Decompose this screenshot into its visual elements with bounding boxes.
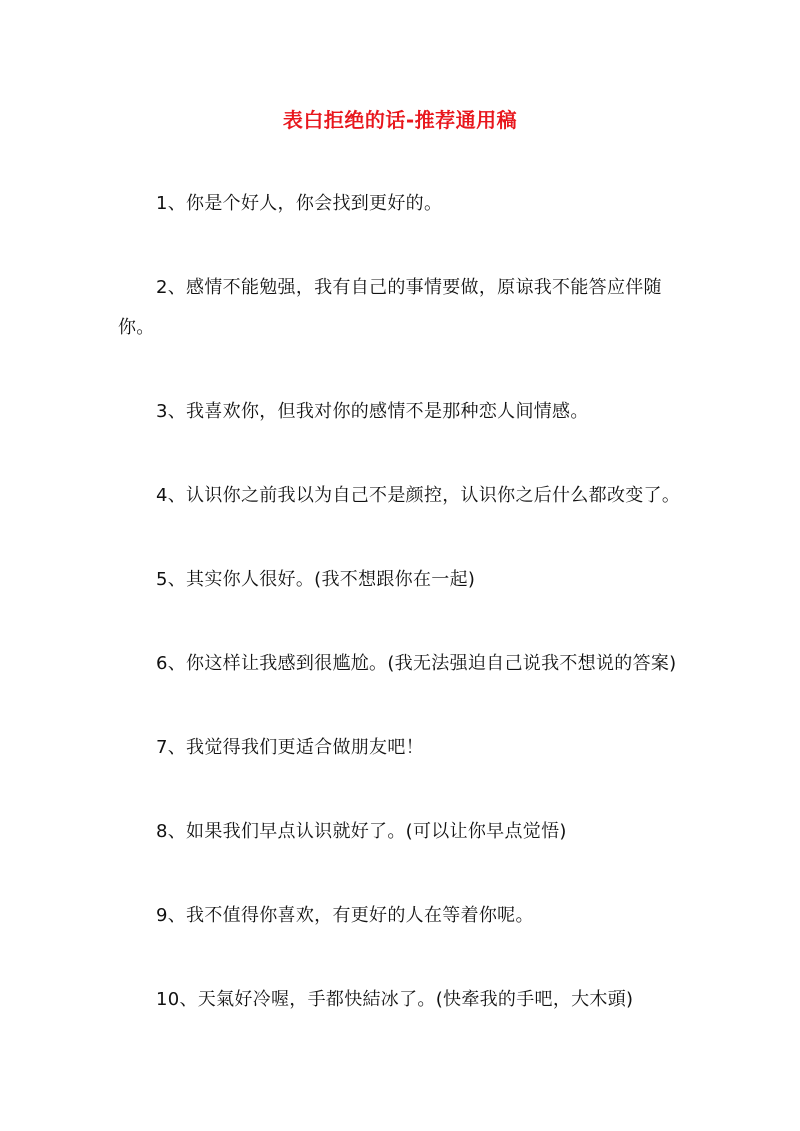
paragraph-8: 8、如果我们早点认识就好了。(可以让你早点觉悟) bbox=[156, 821, 567, 842]
paragraph-9: 9、我不值得你喜欢，有更好的人在等着你呢。 bbox=[156, 905, 534, 926]
paragraph-4: 4、认识你之前我以为自己不是颜控，认识你之后什么都改变了。 bbox=[156, 485, 681, 506]
paragraph-5: 5、其实你人很好。(我不想跟你在一起) bbox=[156, 569, 476, 590]
paragraph-1: 1、你是个好人，你会找到更好的。 bbox=[156, 193, 443, 214]
paragraph-2: 2、感情不能勉强，我有自己的事情要做，原谅我不能答应伴随你。 bbox=[118, 277, 662, 338]
paragraph-10: 10、天氣好冷喔，手都快結冰了。(快牽我的手吧，大木頭) bbox=[156, 989, 634, 1010]
paragraph-7: 7、我觉得我们更适合做朋友吧！ bbox=[156, 737, 424, 758]
paragraph-3: 3、我喜欢你，但我对你的感情不是那种恋人间情感。 bbox=[156, 401, 589, 422]
paragraph-6: 6、你这样让我感到很尴尬。(我无法强迫自己说我不想说的答案) bbox=[156, 653, 677, 674]
document-title: 表白拒绝的话-推荐通用稿 bbox=[282, 108, 518, 132]
